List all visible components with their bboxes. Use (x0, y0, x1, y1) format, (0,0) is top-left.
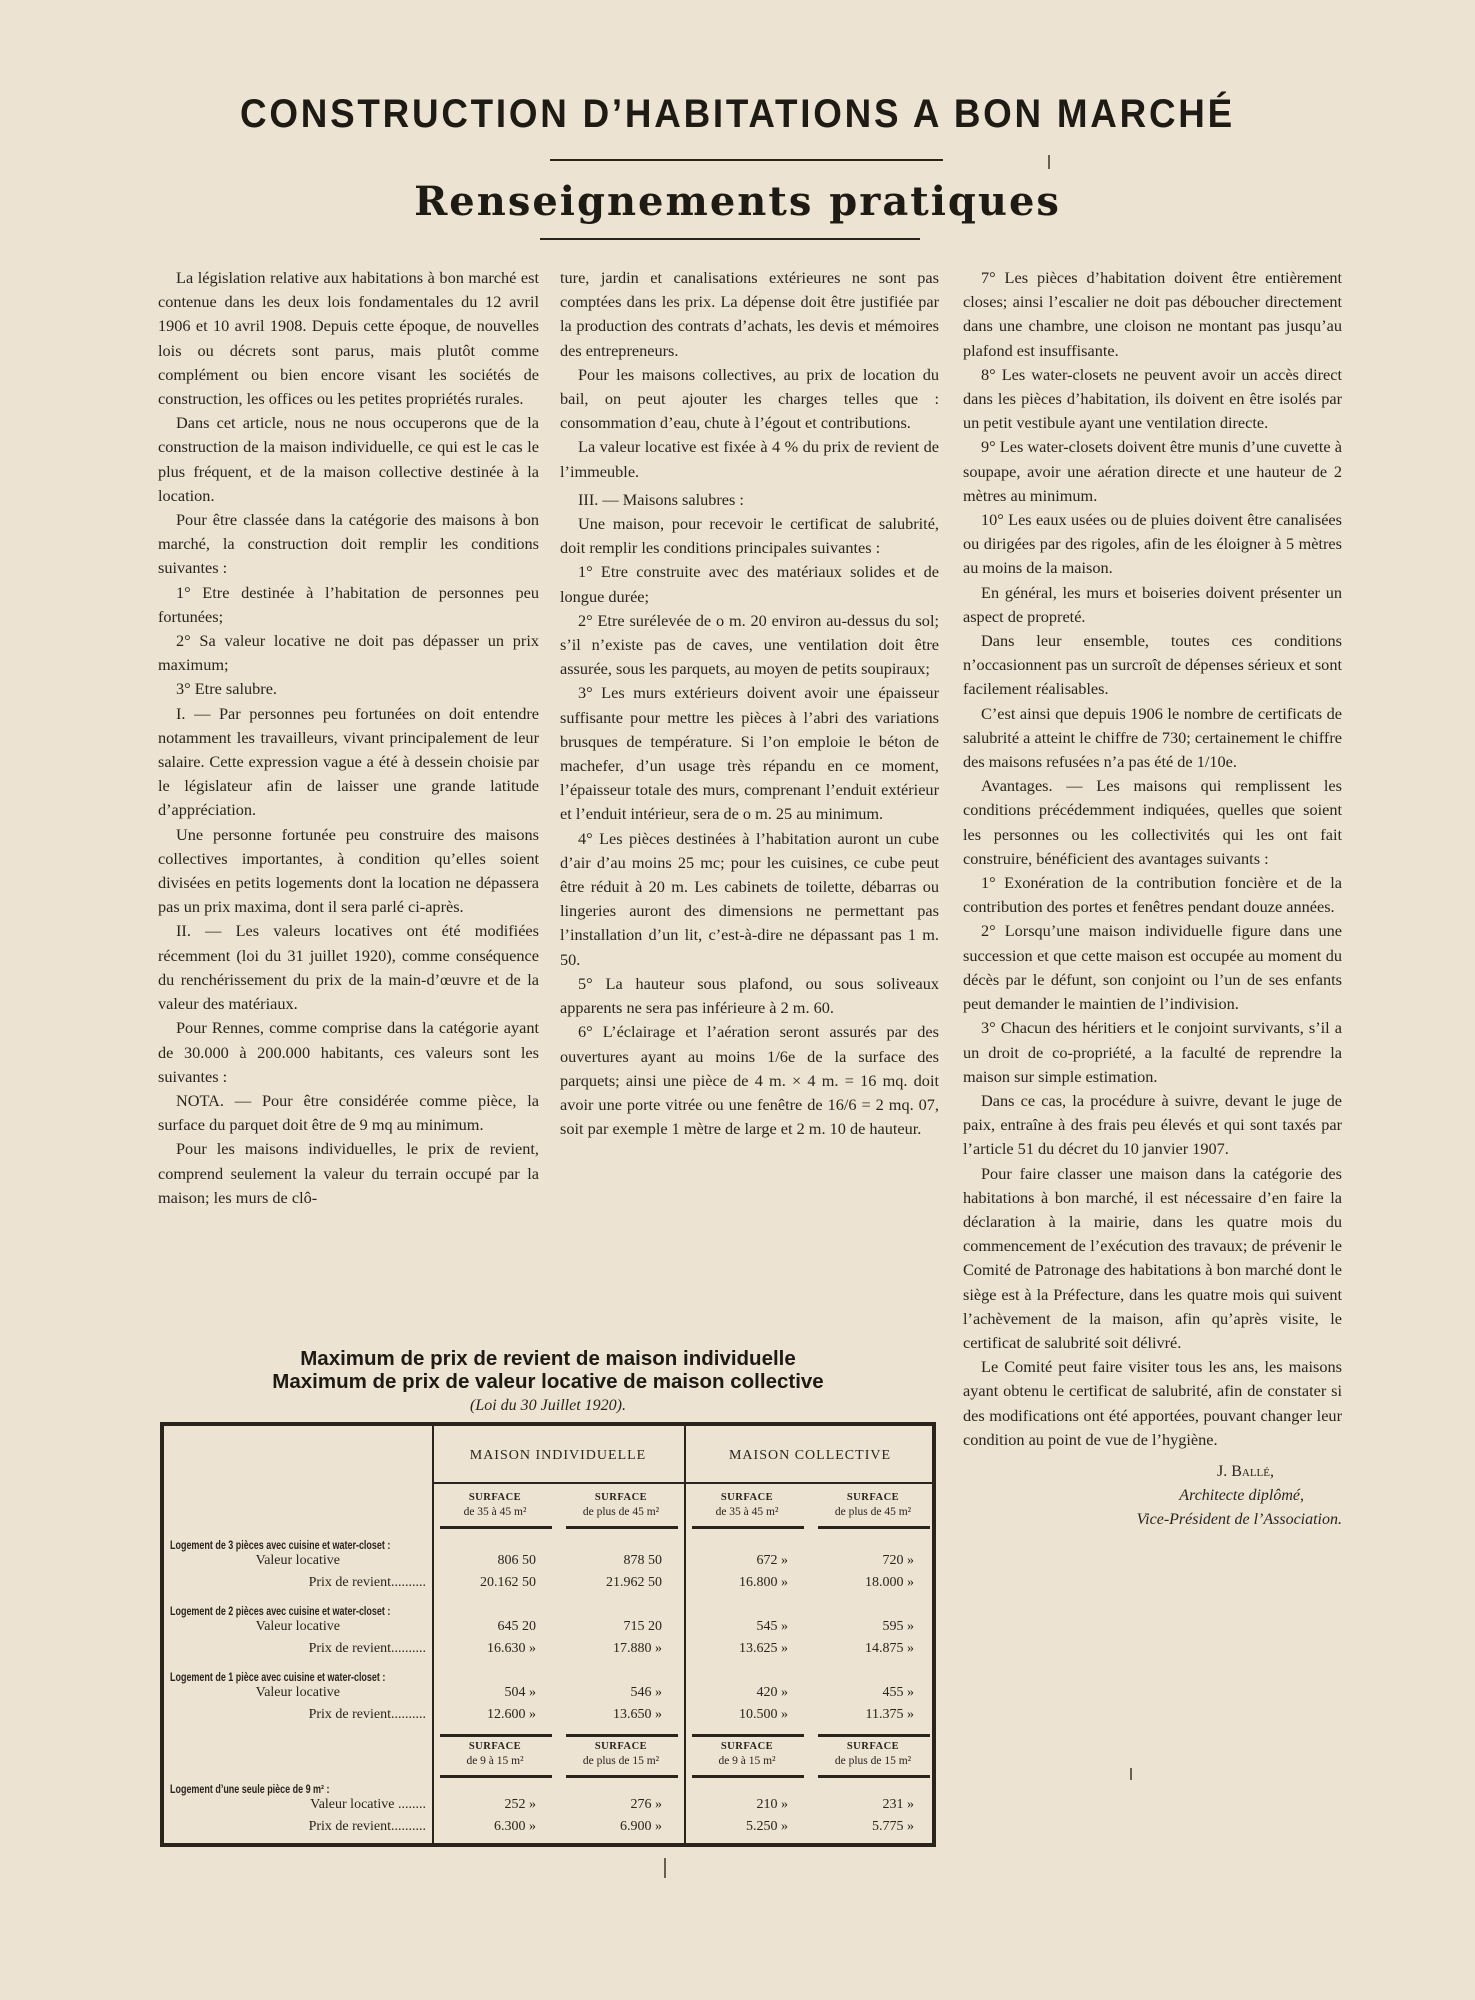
subheader-surface-9-15: SURFACE de 9 à 15 m² (718, 1741, 776, 1767)
paragraph: Dans ce cas, la procédure à suivre, devant le juge de paix, entraîne à des frais peu élevés et qui sont taxés par l’article 51 du décret du 10 janvier 1907. (963, 1090, 1342, 1159)
table-cell: 11.375 » (865, 1707, 914, 1722)
signature-title: Architecte diplômé, (1179, 1486, 1304, 1504)
subheader-surface-over-15: SURFACE de plus de 15 m² (834, 1741, 912, 1767)
table-cell: 16.630 » (487, 1641, 536, 1656)
paragraph: La législation relative aux habitations à bon marché est contenue dans les deux lois fondamentales du 12 avril 1906 et 10 avril 1908. Depuis cette époque, de nouvelles lois ou décrets sont parus, mais plutôt comme complément ou bien encore visant les sociétés de construction, les offices ou les petites propriétés rurales. (158, 268, 539, 409)
paragraph: Avantages. — Les maisons qui remplissent les conditions précédemment indiquées, quelles que soient les personnes ou les collectivités qui les ont fait construire, bénéficient des avantages suivants : (963, 776, 1342, 868)
table-divider (440, 1734, 552, 1737)
paragraph: 10° Les eaux usées ou de pluies doivent être canalisées ou dirigées par des rigoles, afin de les éloigner à 5 mètres au moins de la maison. (963, 510, 1342, 578)
paper-mark (1048, 155, 1050, 169)
table-divider (440, 1775, 552, 1778)
paragraph: 5° La hauteur sous plafond, ou sous soliveaux apparents ne sera pas inférieure à 2 m. 60. (560, 973, 939, 1018)
subheader-surface-9-15: SURFACE de 9 à 15 m² (466, 1741, 524, 1767)
table-cell: 20.162 50 (480, 1575, 536, 1590)
paragraph: 3° Etre salubre. (176, 679, 277, 699)
table-divider (818, 1775, 930, 1778)
table-cell: 21.962 50 (606, 1575, 662, 1590)
table-cell: 595 » (882, 1619, 914, 1634)
table-cell: 878 50 (623, 1553, 662, 1568)
row-label-prix: Prix de revient.......... (308, 1707, 426, 1722)
subheader-surface-over-45: SURFACE de plus de 45 m² (582, 1492, 660, 1518)
table-law-reference: (Loi du 30 Juillet 1920). (470, 1397, 626, 1414)
row-title: Logement d’une seule pièce de 9 m² : (170, 1784, 330, 1796)
table-cell: 5.775 » (872, 1819, 914, 1834)
table-divider (566, 1734, 678, 1737)
row-label-valeur: Valeur locative (255, 1553, 340, 1568)
table-divider (566, 1526, 678, 1529)
paragraph: ture, jardin et canalisations extérieures ne sont pas comptées dans les prix. La dépense doit être justifiée par la production des contrats d’achats, les devis et mémoires des entrepreneurs. (560, 268, 939, 360)
group-header-collective: MAISON COLLECTIVE (728, 1448, 892, 1463)
page-title: CONSTRUCTION D’HABITATIONS A BON MARCHÉ (240, 92, 1235, 136)
table-cell: 12.600 » (487, 1707, 536, 1722)
table-cell: 672 » (756, 1553, 788, 1568)
table-cell: 545 » (756, 1619, 788, 1634)
paragraph: 7° Les pièces d’habitation doivent être entièrement closes; ainsi l’escalier ne doit pas déboucher directement dans une chambre, une cloison ne montant pas jusqu’au plafond est insuffisante. (963, 268, 1342, 360)
paragraph: 8° Les water-closets ne peuvent avoir un accès direct dans les pièces d’habitation, ils doivent en être isolés par un petit vestibule ayant une ventilation directe. (963, 364, 1342, 433)
table-divider (432, 1482, 936, 1484)
table-divider (440, 1526, 552, 1529)
paragraph: Pour les maisons individuelles, le prix de revient, comprend seulement la valeur du terrain occupé par la maison; les murs de clô- (158, 1139, 539, 1207)
paragraph: Pour les maisons collectives, au prix de location du bail, on peut ajouter les charges telles que : consommation d’eau, chute à l’égout et contributions. (560, 364, 939, 433)
table-cell: 504 » (504, 1685, 536, 1700)
paragraph: Pour faire classer une maison dans la catégorie des habitations à bon marché, il est nécessaire d’en faire la déclaration à la mairie, dans les quatre mois du commencement de l’exécution des travaux; de prévenir le Comité de Patronage des habitations à bon marché dont le siège est à la Préfecture, dans les quatre mois qui suivent l’achèvement de la maison, afin qu’après visite, le certificat de salubrité soit délivré. (963, 1163, 1342, 1352)
table-divider (566, 1775, 678, 1778)
text-column-2 (560, 266, 939, 1141)
paragraph: Une maison, pour recevoir le certificat de salubrité, doit remplir les conditions principales suivantes : (560, 514, 939, 558)
page-subtitle: Renseignements pratiques (414, 178, 1061, 225)
paragraph: NOTA. — Pour être considérée comme pièce, la surface du parquet doit être de 9 mq au minimum. (158, 1090, 539, 1135)
paragraph: 6° L’éclairage et l’aération seront assurés par des ouvertures ayant au moins 1/6e de la surface des parquets; ainsi une pièce de 4 m. × 4 m. = 16 mq. doit avoir une porte vitrée ou une fenêtre de 16/6 = 2 mq. 07, soit par exemple 1 mètre de large et 2 m. 10 de hauteur. (560, 1022, 939, 1139)
table-cell: 14.875 » (865, 1641, 914, 1656)
group-header-individual: MAISON INDIVIDUELLE (469, 1448, 647, 1463)
table-cell: 455 » (882, 1685, 914, 1700)
table-cell: 210 » (756, 1797, 788, 1812)
table-cell: 6.300 » (494, 1819, 536, 1834)
paragraph: 2° Etre surélevée de o m. 20 environ au-dessus du sol; s’il n’existe pas de caves, une ventilation doit être assurée, sous les parquets, au moyen de petits soupiraux; (560, 610, 939, 679)
subheader-surface-35-45: SURFACE de 35 à 45 m² (715, 1492, 779, 1518)
text-column-1 (158, 266, 539, 1210)
row-label-prix: Prix de revient.......... (308, 1819, 426, 1834)
row-label-prix: Prix de revient.......... (308, 1575, 426, 1590)
signature-block (963, 1460, 1342, 1532)
paragraph: II. — Les valeurs locatives ont été modifiées récemment (loi du 31 juillet 1920), comme conséquence du renchérissement du prix de la main-d’œuvre et de la valeur des matériaux. (158, 921, 539, 1014)
table-divider (692, 1526, 804, 1529)
row-title: Logement de 3 pièces avec cuisine et water-closet : (170, 1540, 391, 1552)
paragraph: Le Comité peut faire visiter tous les ans, les maisons ayant obtenu le certificat de salubrité, afin de constater si des modifications ont été apportées, pouvant changer leur condition au point de vue de l’hygiène. (963, 1357, 1342, 1449)
subheader-surface-over-15: SURFACE de plus de 15 m² (582, 1741, 660, 1767)
subtitle-rule (540, 238, 920, 240)
table-cell: 13.650 » (613, 1707, 662, 1722)
paragraph: 3° Chacun des héritiers et le conjoint survivants, s’il a un droit de co-propriété, a la faculté de reprendre la maison sur simple estimation. (963, 1018, 1342, 1086)
table-divider (818, 1734, 930, 1737)
paragraph: Pour être classée dans la catégorie des maisons à bon marché, la construction doit remplir les conditions suivantes : (158, 510, 539, 578)
table-heading-2: Maximum de prix de valeur locative de maison collective (272, 1370, 824, 1393)
paragraph: C’est ainsi que depuis 1906 le nombre de certificats de salubrité a atteint le chiffre de 730; certainement le chiffre des maisons refusées n’a pas été de 1/10e. (963, 703, 1342, 772)
table-cell: 16.800 » (739, 1575, 788, 1590)
row-title: Logement de 1 pièce avec cuisine et water-closet : (170, 1672, 386, 1684)
subheader-surface-35-45: SURFACE de 35 à 45 m² (463, 1492, 527, 1518)
table-cell: 18.000 » (865, 1575, 914, 1590)
table-cell: 17.880 » (613, 1641, 662, 1656)
paragraph: 2° Sa valeur locative ne doit pas dépasser un prix maximum; (158, 631, 539, 675)
table-cell: 10.500 » (739, 1707, 788, 1722)
paragraph: 4° Les pièces destinées à l’habitation auront un cube d’air d’au moins 25 mc; pour les cuisines, ce cube peut être réduit à 20 m. Les cabinets de toilette, débarras ou lingeries auront des dimensions ne permettant pas l’installation d’un lit, c’est-à-dire ne dépassant pas 1 m. 50. (560, 828, 939, 969)
paper-mark (664, 1858, 666, 1878)
paragraph: 1° Etre destinée à l’habitation de personnes peu fortunées; (158, 582, 539, 626)
paragraph: I. — Par personnes peu fortunées on doit entendre notamment les travailleurs, vivant principalement de leur salaire. Cette expression vague a été à dessein choisie par le législateur afin de laisser une grande latitude d’appréciation. (158, 703, 539, 820)
table-cell: 252 » (504, 1797, 536, 1812)
paragraph: 2° Lorsqu’une maison individuelle figure dans une succession et que cette maison est occupée au moment du décès par le défunt, son conjoint ou l’un de ses enfants peut demander le maintien de l’indivision. (963, 921, 1342, 1014)
paper-mark (1130, 1768, 1132, 1780)
paragraph: 3° Les murs extérieurs doivent avoir une épaisseur suffisante pour mettre les pièces à l’abri des variations brusques de température. Si l’on emploie le béton de machefer, d’un usage très répandu en ce moment, l’épaisseur totale des murs, comprenant l’enduit extérieur et l’enduit intérieur, sera de o m. 25 au minimum. (560, 683, 939, 824)
paragraph: Pour Rennes, comme comprise dans la catégorie ayant de 30.000 à 200.000 habitants, ces valeurs sont les suivantes : (158, 1018, 539, 1086)
paragraph: 1° Exonération de la contribution foncière et de la contribution des portes et fenêtres pendant douze années. (963, 873, 1342, 917)
row-title: Logement de 2 pièces avec cuisine et water-closet : (170, 1606, 391, 1618)
table-cell: 420 » (756, 1685, 788, 1700)
table-cell: 720 » (882, 1553, 914, 1568)
table-divider (818, 1526, 930, 1529)
table-divider (692, 1734, 804, 1737)
table-heading-1: Maximum de prix de revient de maison individuelle (300, 1347, 796, 1370)
text-column-3 (963, 266, 1342, 1532)
signature-role: Vice-Président de l’Association. (1136, 1510, 1342, 1528)
table-cell: 5.250 » (746, 1819, 788, 1834)
table-cell: 806 50 (497, 1553, 536, 1568)
table-cell: 13.625 » (739, 1641, 788, 1656)
paragraph: Dans cet article, nous ne nous occuperons que de la construction de la maison individuelle, ce qui est le cas le plus fréquent, et de la maison collective destinée à la location. (158, 413, 539, 505)
paragraph: Une personne fortunée peu construire des maisons collectives importantes, à condition qu’elles soient divisées en petits logements dont la location ne dépassera pas un prix maxima, dont il sera parlé ci-après. (158, 824, 539, 917)
row-label-valeur: Valeur locative ........ (310, 1797, 426, 1812)
price-table (160, 1422, 936, 1847)
table-divider (692, 1775, 804, 1778)
signature-name: J. Ballé, (1217, 1462, 1274, 1480)
row-label-valeur: Valeur locative (255, 1619, 340, 1634)
table-cell: 546 » (630, 1685, 662, 1700)
table-cell: 276 » (630, 1797, 662, 1812)
table-cell: 645 20 (497, 1619, 536, 1634)
paragraph: Dans leur ensemble, toutes ces conditions n’occasionnent pas un surcroît de dépenses sérieux et sont facilement réalisables. (963, 631, 1342, 699)
section-heading: III. — Maisons salubres : (578, 489, 744, 509)
paragraph: En général, les murs et boiseries doivent présenter un aspect de propreté. (963, 582, 1342, 626)
table-cell: 231 » (882, 1797, 914, 1812)
table-cell: 6.900 » (620, 1819, 662, 1834)
paragraph: 9° Les water-closets doivent être munis d’une cuvette à soupape, avoir une aération directe et une hauteur de 2 mètres au minimum. (963, 437, 1342, 505)
row-label-valeur: Valeur locative (255, 1685, 340, 1700)
paragraph: 1° Etre construite avec des matériaux solides et de longue durée; (560, 562, 939, 606)
row-label-prix: Prix de revient.......... (308, 1641, 426, 1656)
title-rule (550, 159, 943, 161)
paragraph: La valeur locative est fixée à 4 % du prix de revient de l’immeuble. (560, 437, 939, 481)
subheader-surface-over-45: SURFACE de plus de 45 m² (834, 1492, 912, 1518)
table-cell: 715 20 (623, 1619, 662, 1634)
